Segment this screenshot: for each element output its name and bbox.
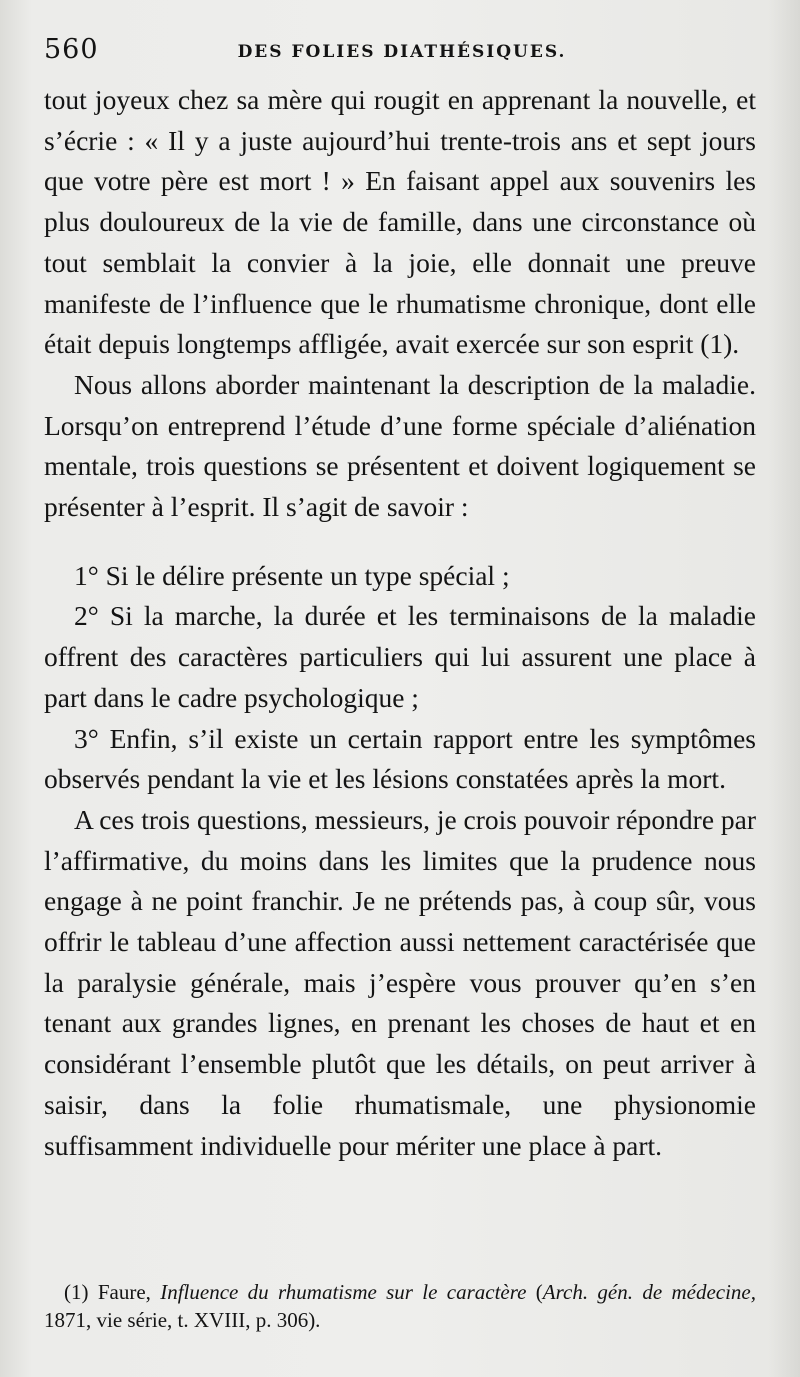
paragraph-3: A ces trois questions, messieurs, je crois pouvoir répondre par l’affirmative, du moins dans les limites que la prudence nous engage à ne point franchir. Je ne prétends pas, à coup sûr, vous offrir le tableau d’une affection aussi nettement caractérisée que la paralysie générale, mais j’espère vous prouver qu’en s’en tenant aux grandes lignes, en prenant les choses de haut et en considérant l’ensemble plutôt que les détails, on peut arriver à saisir, dans la folie rhumatismale, une physionomie suffisamment individuelle pour mériter une place à part.: [44, 803, 757, 1161]
list-item: 3° Enfin, s’il existe un certain rapport entre les symptômes observés pendant la vie et les lésions constatées après la mort.: [44, 722, 756, 795]
footnote-journal: Arch. gén. de médecine,: [542, 1280, 756, 1304]
question-list: [44, 556, 756, 800]
running-head: DES FOLIES DIATHÉSIQUES.: [237, 42, 567, 62]
footnote: [44, 1278, 756, 1334]
page-header: [44, 30, 760, 80]
body-text: [44, 80, 756, 1166]
footnote-author: Faure,: [97, 1280, 151, 1304]
footnote-marker: (1): [64, 1280, 89, 1304]
paragraph-1: tout joyeux chez sa mère qui rougit en apprenant la nouvelle, et s’écrie : « Il y a juste aujourd’hui trente-trois ans et sept jours que votre père est mort ! » En faisant appel aux souvenirs les plus douloureux de la vie de famille, dans une circonstance où tout semblait la convier à la joie, elle donnait une preuve manifeste de l’influence que le rhumatisme chronique, dont elle était depuis longtemps affligée, avait exercée sur son esprit (1).: [44, 84, 756, 360]
footnote-source-open: (: [535, 1280, 543, 1304]
footnote-title: Influence du rhumatisme sur le caractère: [160, 1280, 527, 1304]
footnote-details: 1871, vie série, t. XVIII, p. 306).: [44, 1308, 321, 1332]
page-number: 560: [44, 34, 99, 65]
paragraph-2: Nous allons aborder maintenant la description de la maladie. Lorsqu’on entreprend l’étude d’une forme spéciale d’aliénation mentale, trois questions se présentent et doivent logiquement se présenter à l’esprit. Il s’agit de savoir :: [44, 368, 756, 523]
list-item: 2° Si la marche, la durée et les terminaisons de la maladie offrent des caractères particuliers qui lui assurent une place à part dans le cadre psychologique ;: [44, 600, 756, 713]
list-item: 1° Si le délire présente un type spécial ;: [74, 559, 510, 591]
